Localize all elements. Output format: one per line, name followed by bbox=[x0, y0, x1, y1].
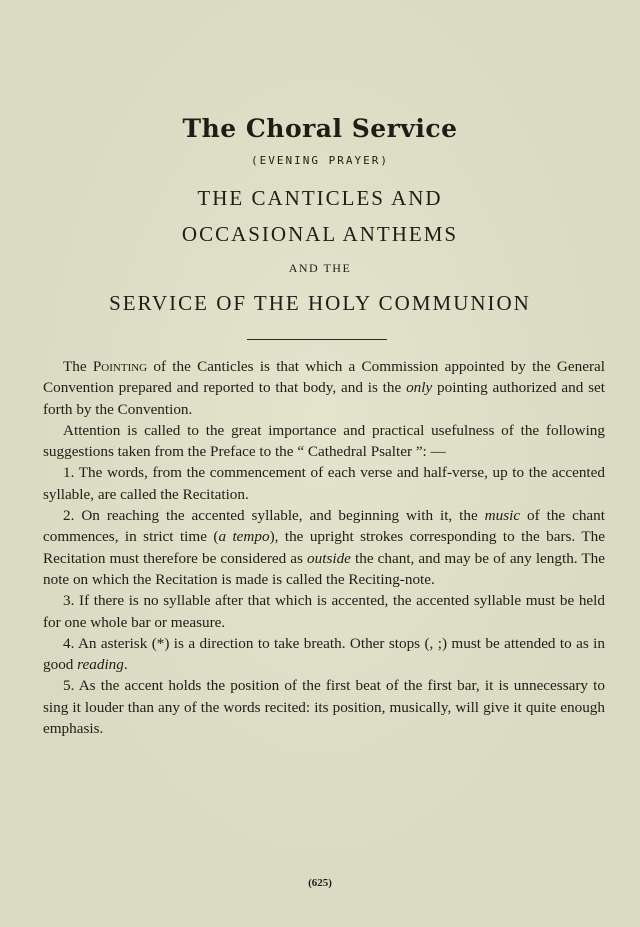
heading-canticles: THE CANTICLES AND bbox=[197, 186, 443, 210]
body-text bbox=[43, 356, 605, 739]
italic-term: only bbox=[406, 379, 433, 397]
small-caps-term: Pointing bbox=[92, 358, 148, 375]
paragraph-rule-1: 1. The words, from the commencement of each verse and half-verse, up to the accented syllable, are called the Recitation. bbox=[43, 464, 605, 503]
text-run: 2. On reaching the accented syllable, and beginning with it, the bbox=[63, 507, 485, 525]
italic-term: reading bbox=[77, 656, 124, 674]
text-run: pointing authorized and set forth by the Convention. bbox=[43, 379, 605, 418]
paragraph-pointing bbox=[43, 356, 605, 420]
section-title: The Choral Service bbox=[182, 114, 458, 143]
text-run: of the chant commences, in strict time ( bbox=[43, 507, 605, 546]
text-run: The bbox=[63, 358, 93, 375]
heading-connector: AND THE bbox=[288, 261, 352, 275]
heading-holy-communion: SERVICE OF THE HOLY COMMUNION bbox=[109, 291, 531, 315]
paragraph-attention: Attention is called to the great importance and practical usefulness of the following suggestions taken from the Preface to the “ Cathedral Psalter ”: — bbox=[43, 421, 605, 461]
italic-term: outside bbox=[307, 549, 351, 567]
text-run: 4. An asterisk (*) is a direction to take breath. Other stops (, ;) must be attended to as in good bbox=[43, 634, 605, 674]
italic-term: music bbox=[484, 507, 521, 525]
text-run: the chant, and may be of any length. The note on which the Recitation is made is called the Reciting-note. bbox=[43, 549, 606, 588]
section-subtitle: (EVENING PRAYER) bbox=[251, 154, 389, 167]
paragraph-rule-3: 3. If there is no syllable after that which is accented, the accented syllable must be held for one whole bar or measure. bbox=[43, 592, 605, 631]
text-run: ), the upright strokes corresponding to the bars. The Recitation must therefore be considered as bbox=[43, 528, 605, 567]
divider-rule bbox=[247, 339, 387, 340]
paragraph-rule-5: 5. As the accent holds the position of the first beat of the first bar, it is unnecessary to sing it louder than any of the words recited: its position, musically, will give it quite enough emphasis. bbox=[43, 677, 605, 738]
text-run: . bbox=[123, 656, 128, 674]
text-run: of the Canticles is that which a Commission appointed by the General Convention prepared and reported to that body, and is the bbox=[43, 358, 605, 397]
paragraph-rule-4 bbox=[43, 633, 605, 676]
page-number: (625) bbox=[308, 877, 332, 889]
italic-term: a tempo bbox=[218, 528, 270, 546]
paragraph-rule-2 bbox=[43, 505, 605, 590]
heading-anthems: OCCASIONAL ANTHEMS bbox=[181, 222, 459, 246]
